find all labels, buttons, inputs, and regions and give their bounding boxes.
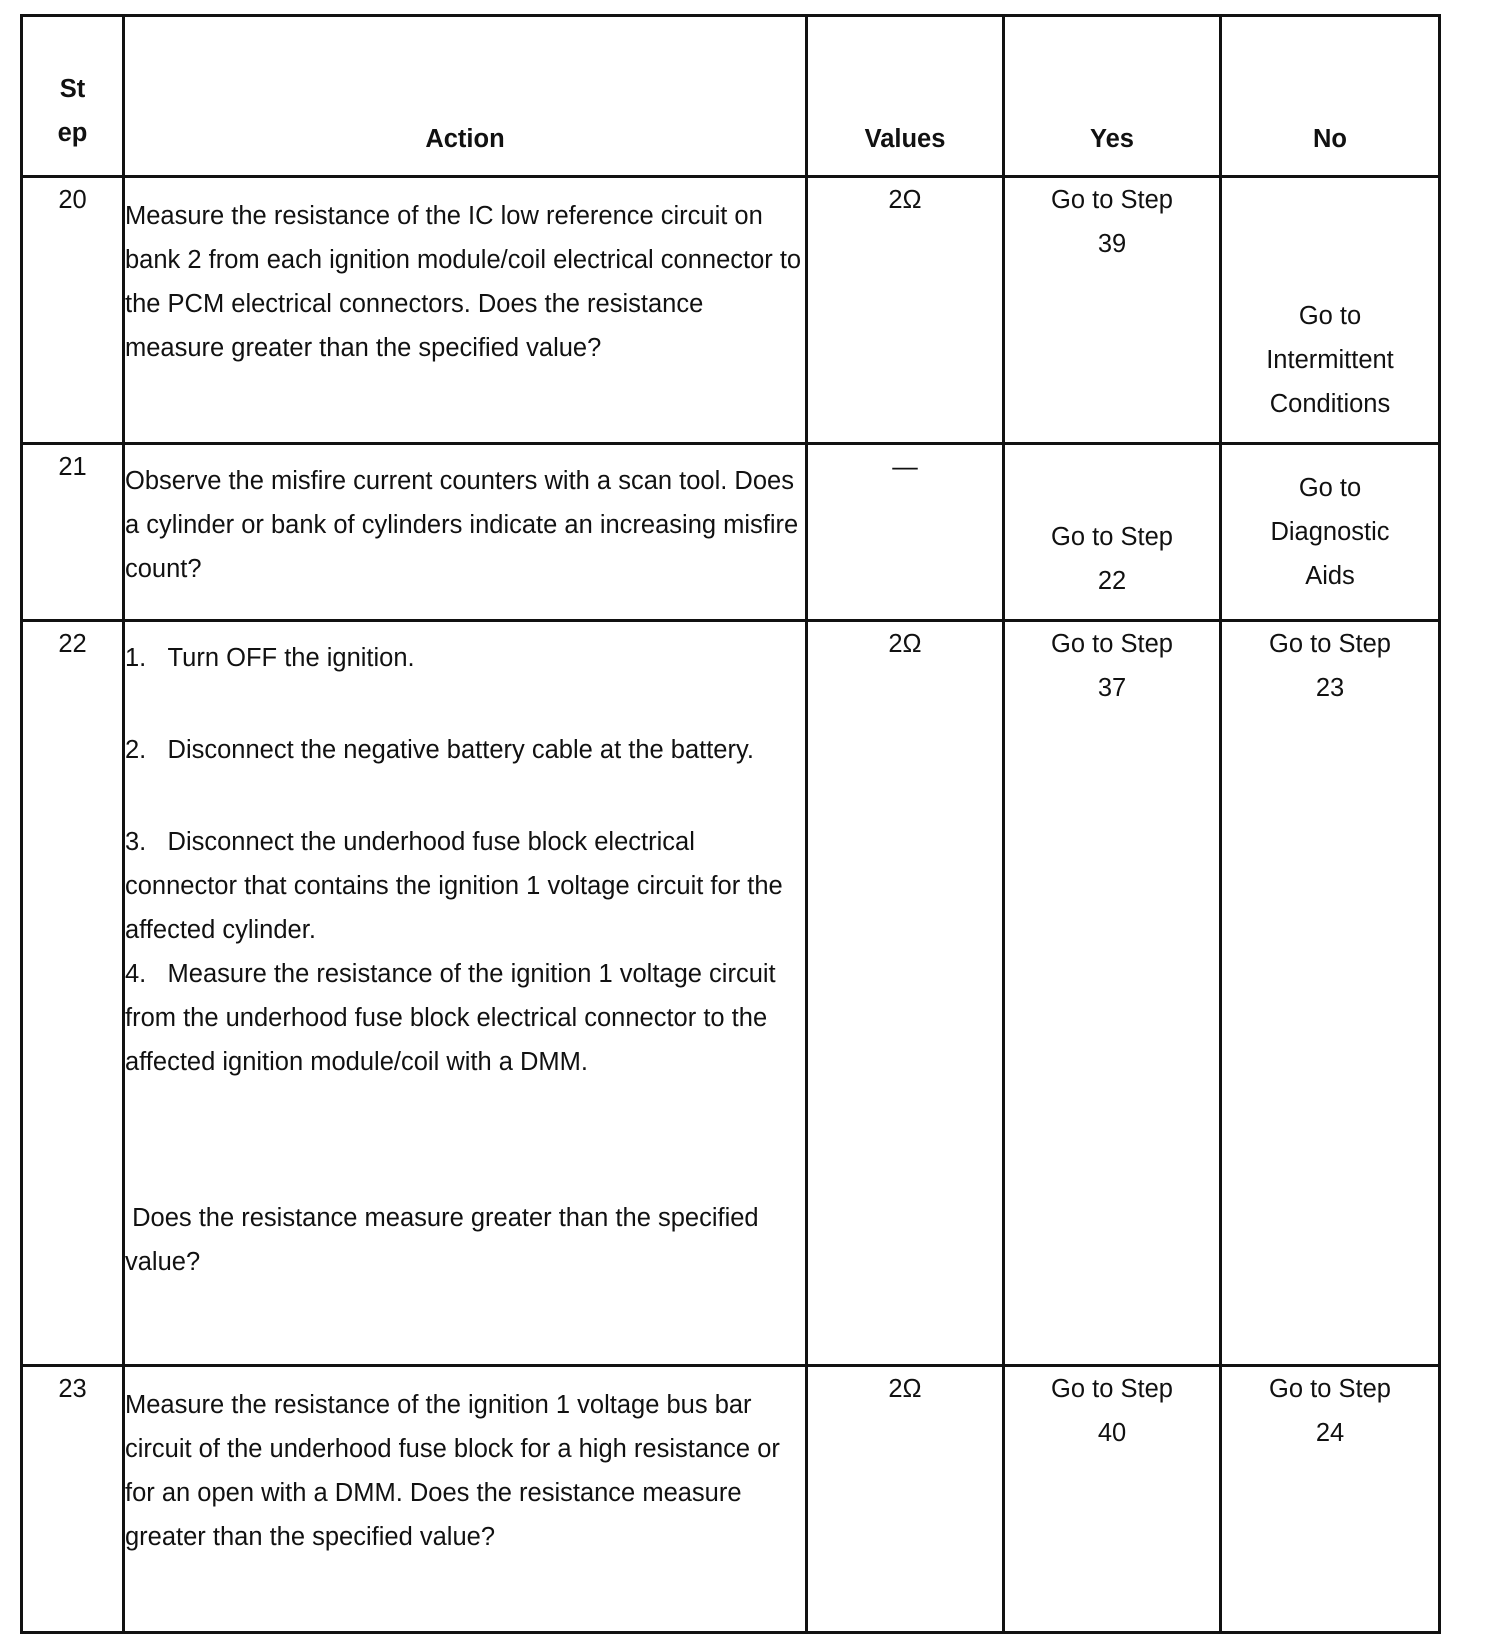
item-text: Disconnect the underhood fuse block electrical connector that contains the ignition 1 voltage circuit for the affected cylinder. [125, 828, 783, 944]
step-number: 22 [22, 621, 124, 1366]
value-cell: 2Ω [807, 177, 1004, 444]
table-row [22, 621, 1440, 1366]
no-line: Conditions [1269, 390, 1391, 418]
step-number: 21 [22, 444, 124, 621]
table-row [22, 444, 1440, 621]
list-item [125, 636, 805, 680]
list-item [125, 820, 805, 952]
step-number: 23 [22, 1366, 124, 1633]
yes-step: 40 [1097, 1419, 1127, 1447]
yes-step: 22 [1097, 567, 1127, 595]
yes-cell [1004, 444, 1221, 621]
action-text: Observe the misfire current counters with a scan tool. Does a cylinder or bank of cylinders indicate an increasing misfire count? [124, 444, 807, 621]
yes-line: Go to Step [1051, 186, 1173, 214]
header-no: No [1221, 16, 1440, 177]
no-cell [1221, 1366, 1440, 1633]
item-text: Disconnect the negative battery cable at the battery. [167, 736, 754, 764]
no-line: Aids [1305, 562, 1355, 590]
header-values: Values [807, 16, 1004, 177]
step-number: 20 [22, 177, 124, 444]
action-text: Measure the resistance of the ignition 1 voltage bus bar circuit of the underhood fuse block for a high resistance or for an open with a DMM. Does the resistance measure greater than the specified value? [124, 1366, 807, 1633]
yes-step: 39 [1097, 230, 1127, 258]
action-text: Measure the resistance of the IC low reference circuit on bank 2 from each ignition module/coil electrical connector to the PCM electrical connectors. Does the resistance measure greater than the specified value? [124, 177, 807, 444]
question-text: Does the resistance measure greater than the specified value? [125, 1204, 759, 1276]
header-step [22, 16, 124, 177]
no-line: Go to [1298, 302, 1362, 330]
no-line: Go to [1298, 474, 1362, 502]
no-cell [1221, 621, 1440, 1366]
yes-line: Go to Step [1051, 630, 1173, 658]
header-row [22, 16, 1440, 177]
value-cell: 2Ω [807, 1366, 1004, 1633]
item-number: 4. [125, 960, 147, 988]
no-line: Go to Step [1269, 1375, 1391, 1403]
item-text: Turn OFF the ignition. [167, 644, 415, 672]
item-number: 3. [125, 828, 147, 856]
table-row [22, 177, 1440, 444]
no-cell [1221, 177, 1440, 444]
value-cell: — [807, 444, 1004, 621]
diagnostic-table [20, 14, 1441, 1634]
header-yes: Yes [1004, 16, 1221, 177]
value-cell: 2Ω [807, 621, 1004, 1366]
item-text: Measure the resistance of the ignition 1 voltage circuit from the underhood fuse block electrical connector to the affected ignition module/coil with a DMM. [125, 960, 776, 1076]
header-action: Action [124, 16, 807, 177]
yes-step: 37 [1097, 674, 1127, 702]
list-item [125, 728, 805, 772]
yes-cell [1004, 1366, 1221, 1633]
no-line: Go to Step [1269, 630, 1391, 658]
list-item [125, 952, 805, 1084]
item-number: 2. [125, 736, 147, 764]
table-row [22, 1366, 1440, 1633]
no-step: 24 [1315, 1419, 1345, 1447]
yes-cell [1004, 177, 1221, 444]
header-step-line2: ep [57, 119, 88, 147]
no-line: Intermittent [1266, 346, 1394, 374]
action-list [124, 621, 807, 1366]
no-cell [1221, 444, 1440, 621]
no-step: 23 [1315, 674, 1345, 702]
yes-line: Go to Step [1051, 523, 1173, 551]
no-line: Diagnostic [1270, 518, 1390, 546]
yes-cell [1004, 621, 1221, 1366]
header-step-line1: St [59, 75, 86, 103]
item-number: 1. [125, 644, 147, 672]
yes-line: Go to Step [1051, 1375, 1173, 1403]
